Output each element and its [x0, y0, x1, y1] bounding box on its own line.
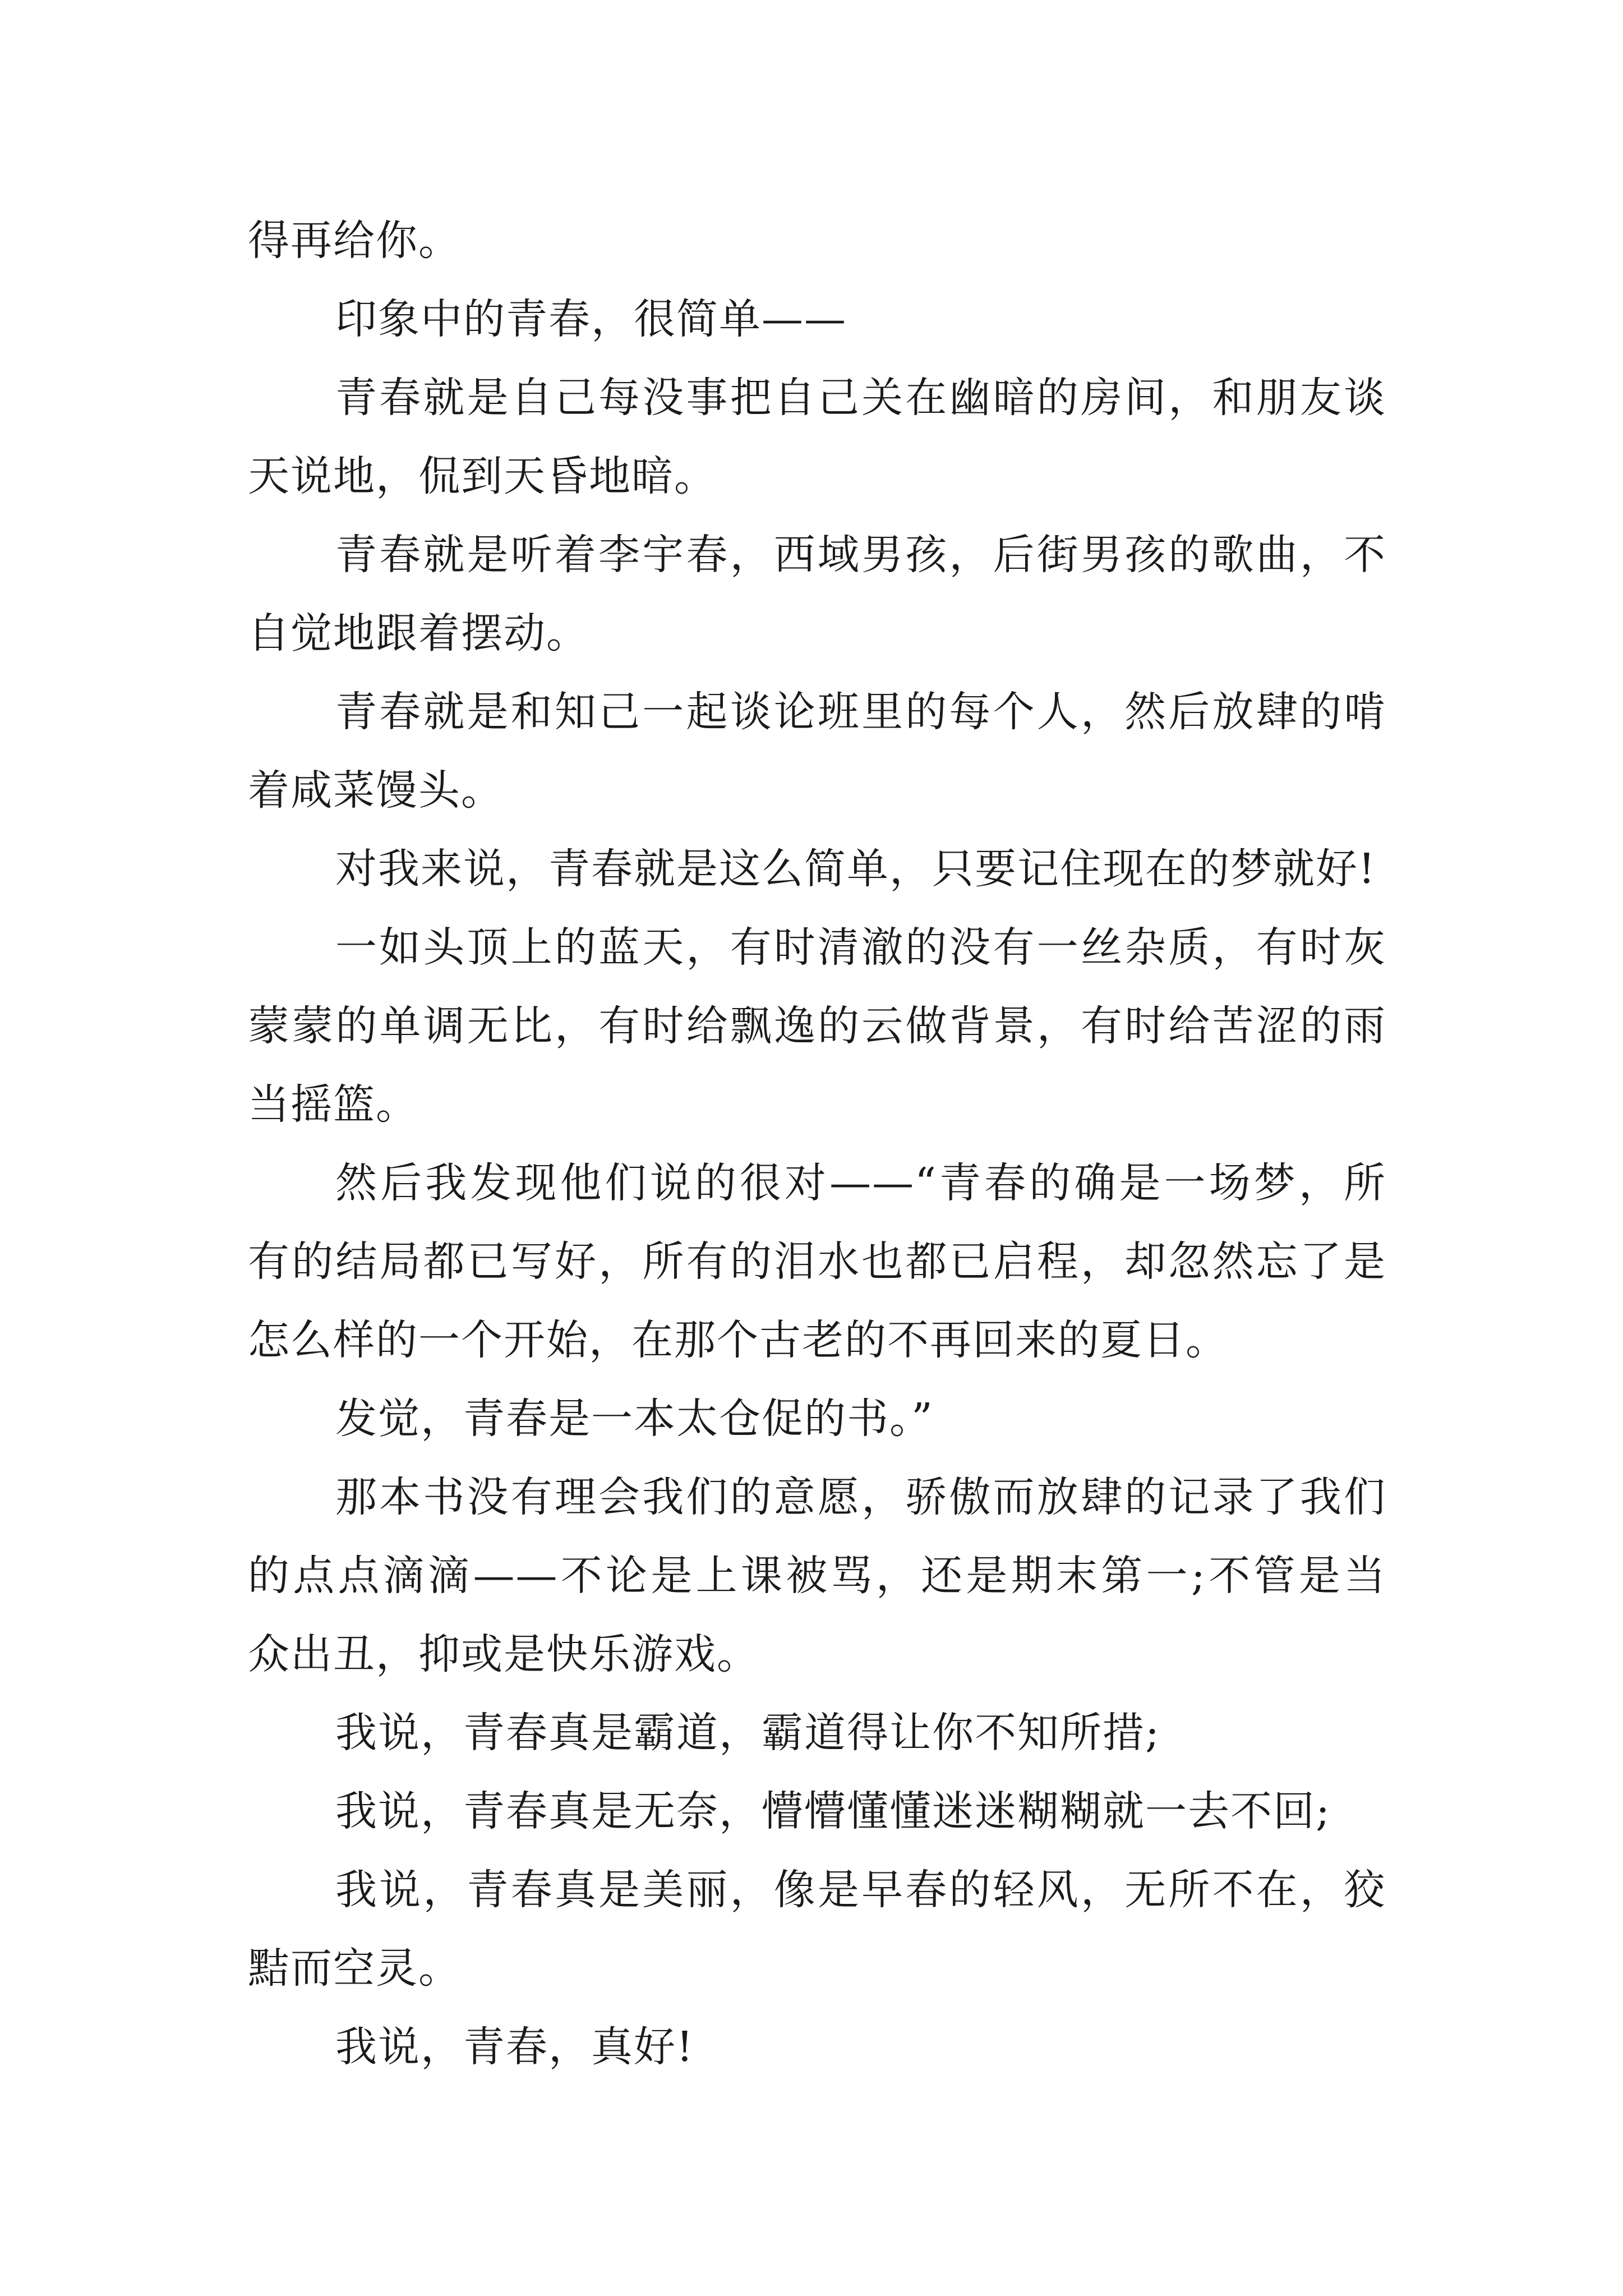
text-line: 众出丑，抑或是快乐游戏。 [248, 1630, 759, 1678]
paragraph [248, 1851, 1386, 2008]
paragraph [248, 1379, 1386, 1458]
paragraph [248, 516, 1386, 673]
text-line: 一如头顶上的蓝天，有时清澈的没有一丝杂质，有时灰 [335, 923, 1386, 972]
text-line: 青春就是自己每没事把自己关在幽暗的房间，和朋友谈 [335, 374, 1386, 422]
text-line: 我说，青春真是无奈，懵懵懂懂迷迷糊糊就一去不回; [335, 1787, 1331, 1835]
text-line: 对我来说，青春就是这么简单，只要记住现在的梦就好! [335, 845, 1376, 893]
text-line: 天说地，侃到天昏地暗。 [248, 452, 717, 500]
text-line: 有的结局都已写好，所有的泪水也都已启程，却忽然忘了是 [248, 1237, 1386, 1286]
paragraph [248, 280, 1386, 358]
text-line: 我说，青春真是霸道，霸道得让你不知所措; [335, 1709, 1160, 1757]
text-line: 我说，青春真是美丽，像是早春的轻风，无所不在，狡 [335, 1866, 1386, 1914]
text-line: 着咸菜馒头。 [248, 766, 504, 815]
text-line: 印象中的青春，很简单—— [335, 295, 847, 343]
paragraph [248, 358, 1386, 516]
text-line: 那本书没有理会我们的意愿，骄傲而放肆的记录了我们 [335, 1473, 1386, 1521]
document-page [248, 201, 1386, 2086]
text-line: 怎么样的一个开始，在那个古老的不再回来的夏日。 [248, 1316, 1228, 1364]
text-line: 当摇篮。 [248, 1080, 418, 1129]
text-line: 得再给你。 [248, 217, 461, 265]
paragraph [248, 201, 1386, 280]
text-line: 自觉地跟着摆动。 [248, 609, 589, 657]
text-line: 然后我发现他们说的很对——“青春的确是一场梦，所 [335, 1159, 1386, 1207]
paragraph [248, 1458, 1386, 1694]
text-line: 黠而空灵。 [248, 1944, 461, 1993]
paragraph [248, 1694, 1386, 1772]
text-line: 我说，青春，真好! [335, 2023, 694, 2071]
text-line: 发觉，青春是一本太仓促的书。” [335, 1395, 934, 1443]
text-line: 青春就是听着李宇春，西域男孩，后街男孩的歌曲，不 [335, 531, 1386, 579]
text-line: 蒙蒙的单调无比，有时给飘逸的云做背景，有时给苦涩的雨 [248, 1002, 1386, 1050]
paragraph [248, 2008, 1386, 2086]
text-line: 青春就是和知己一起谈论班里的每个人，然后放肆的啃 [335, 688, 1386, 736]
paragraph [248, 1144, 1386, 1379]
paragraph [248, 673, 1386, 830]
paragraph [248, 908, 1386, 1144]
text-line: 的点点滴滴——不论是上课被骂，还是期末第一;不管是当 [248, 1552, 1386, 1600]
paragraph [248, 830, 1386, 908]
paragraph [248, 1772, 1386, 1851]
